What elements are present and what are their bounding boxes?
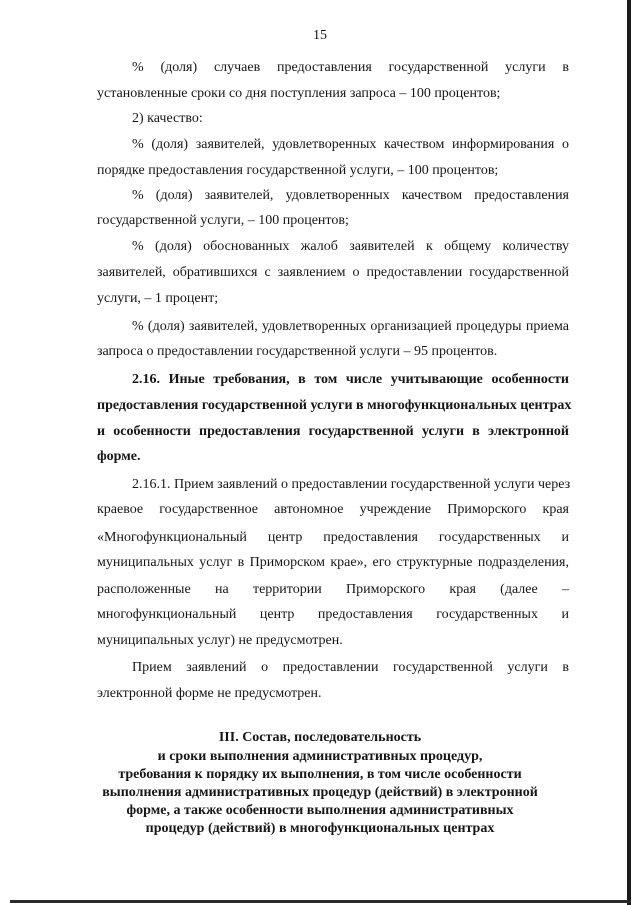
text-line: муниципальных услуг) не предусмотрен. <box>97 633 343 648</box>
section-heading-line: III. Состав, последовательность <box>218 730 422 745</box>
scan-edge-right <box>627 0 631 905</box>
section-heading-line: выполнения административных процедур (действий) в электронной <box>102 785 538 800</box>
text-line: государственной услуги, – 100 процентов; <box>97 213 349 228</box>
text-line: заявителей, обратившихся с заявлением о предоставлении государственной <box>97 265 569 280</box>
text-line: расположенные на территории Приморского края (далее – <box>97 582 569 597</box>
text-line: электронной форме не предусмотрен. <box>97 686 322 701</box>
text-line-bold: 2.16. Иные требования, в том числе учитывающие особенности <box>132 372 569 387</box>
section-heading-line: и сроки выполнения административных процедур, <box>157 749 483 764</box>
text-line: муниципальных услуг в Приморском крае», его структурные подразделения, <box>97 555 569 570</box>
text-line: «Многофункциональный центр предоставления государственных и <box>97 530 569 545</box>
text-line-bold: форме. <box>97 449 141 464</box>
section-heading-line: требования к порядку их выполнения, в том числе особенности <box>118 767 522 782</box>
text-line: многофункциональный центр предоставления государственных и <box>97 607 569 622</box>
text-line: Прием заявлений о предоставлении государственной услуги в <box>132 660 569 675</box>
text-line: % (доля) заявителей, удовлетворенных организацией процедуры приема <box>132 319 569 334</box>
page-number: 15 <box>313 28 327 43</box>
text-line: % (доля) заявителей, удовлетворенных качеством информирования о <box>132 137 569 152</box>
section-heading-line: форме, а также особенности выполнения административных <box>126 803 514 818</box>
text-line: услуги, – 1 процент; <box>97 291 219 306</box>
text-line: 2.16.1. Прием заявлений о предоставлении государственной услуги через <box>132 477 571 492</box>
text-line: краевое государственное автономное учреждение Приморского края <box>97 502 569 517</box>
text-line: % (доля) заявителей, удовлетворенных качеством предоставления <box>132 188 569 203</box>
text-line: установленные сроки со дня поступления запроса – 100 процентов; <box>97 86 501 101</box>
text-line-bold: и особенности предоставления государственной услуги в электронной <box>97 424 569 439</box>
scan-edge-bottom <box>10 900 631 903</box>
text-line: % (доля) обоснованных жалоб заявителей к общему количеству <box>132 239 569 254</box>
text-line: % (доля) случаев предоставления государственной услуги в <box>132 60 569 75</box>
section-heading-line: процедур (действий) в многофункциональных центрах <box>145 821 495 836</box>
text-line-bold: предоставления государственной услуги в многофункциональных центрах <box>97 398 572 413</box>
text-line: порядке предоставления государственной услуги, – 100 процентов; <box>97 163 499 178</box>
text-line: запроса о предоставлении государственной услуги – 95 процентов. <box>97 344 498 359</box>
text-line: 2) качество: <box>132 111 203 126</box>
